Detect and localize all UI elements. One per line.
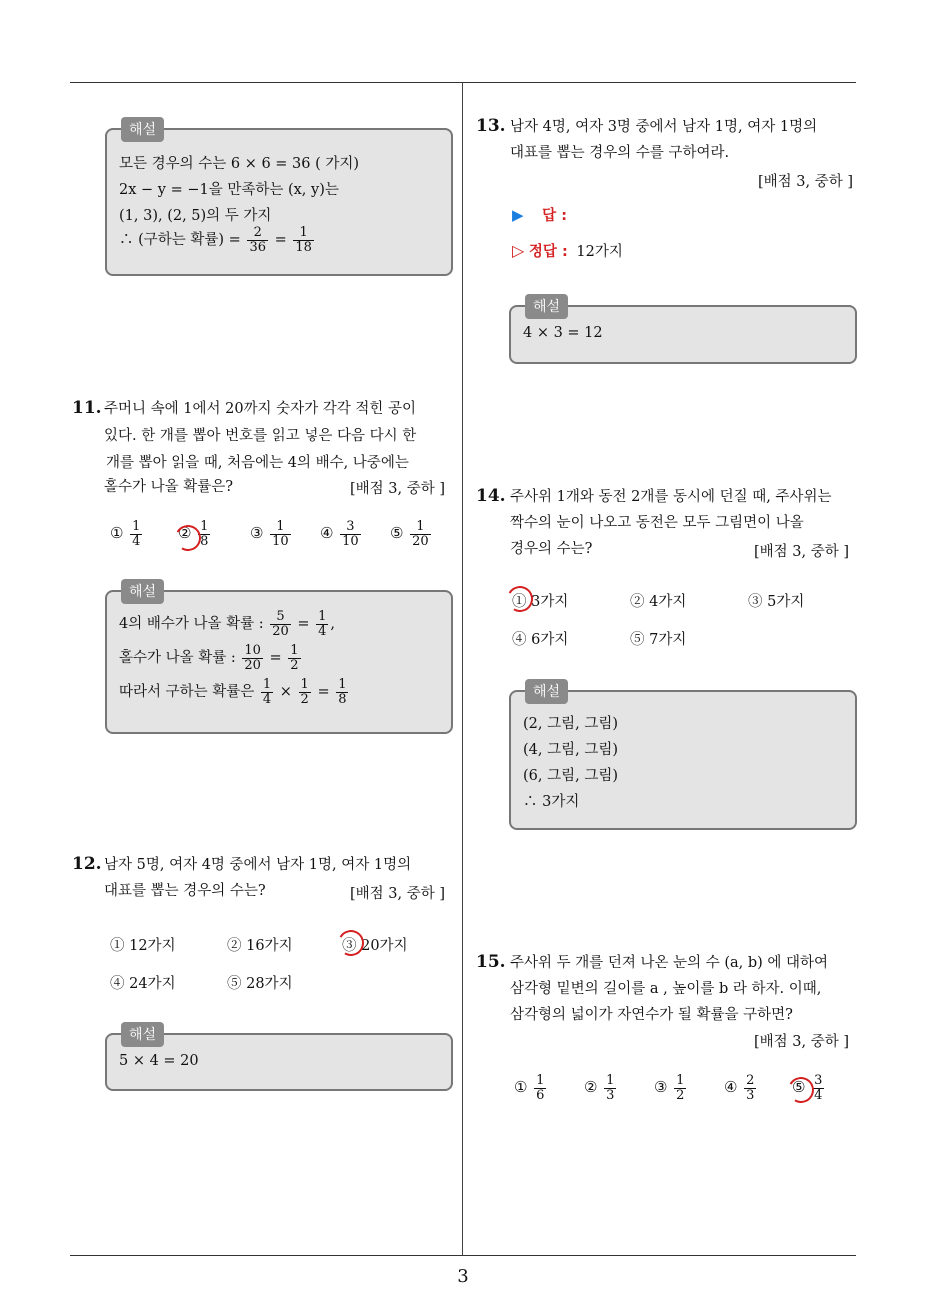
question-number: 15. bbox=[476, 952, 506, 972]
option-2[interactable]: ② 16가지 bbox=[227, 938, 293, 954]
score-meta: [배점 3, 중하 ] bbox=[754, 1034, 850, 1050]
question-line: 주사위 1개와 동전 2개를 동시에 던질 때, 주사위는 bbox=[510, 489, 832, 505]
question-line: 짝수의 눈이 나오고 동전은 모두 그림면이 나올 bbox=[510, 515, 804, 531]
fraction: $\frac{2}{36}$ bbox=[249, 225, 266, 255]
option-5[interactable]: ⑤ $\frac{3}{4}$ bbox=[792, 1073, 823, 1103]
option-1[interactable]: ① 3가지 bbox=[512, 594, 569, 610]
option-3[interactable]: ③ $\frac{1}{10}$ bbox=[250, 519, 289, 549]
question-line: 개를 뽑아 읽을 때, 처음에는 4의 배수, 나중에는 bbox=[106, 455, 409, 471]
option-2[interactable]: ② $\frac{1}{3}$ bbox=[584, 1073, 615, 1103]
solution-tag: 해설 bbox=[525, 294, 568, 319]
option-4[interactable]: ④ $\frac{2}{3}$ bbox=[724, 1073, 755, 1103]
solution-box-q12 bbox=[105, 1027, 453, 1091]
option-4[interactable]: ④ 24가지 bbox=[110, 976, 176, 992]
score-meta: [배점 3, 중하 ] bbox=[758, 174, 854, 190]
question-line: 남자 4명, 여자 3명 중에서 남자 1명, 여자 1명의 bbox=[510, 119, 818, 135]
page-number: 3 bbox=[457, 1266, 469, 1287]
fraction: $\frac{1}{18}$ bbox=[295, 225, 312, 255]
question-line: 있다. 한 개를 뽑아 번호를 읽고 넣은 다음 다시 한 bbox=[104, 428, 417, 444]
question-line: 대표를 뽑는 경우의 수는? bbox=[104, 883, 266, 899]
question-line: 경우의 수는? bbox=[510, 541, 593, 557]
score-meta: [배점 3, 중하 ] bbox=[350, 481, 446, 497]
question-line: 홀수가 나올 확률은? bbox=[104, 479, 234, 495]
question-line: 삼각형의 넓이가 자연수가 될 확률을 구하면? bbox=[510, 1007, 793, 1023]
solution-line: 5 × 4 = 20 bbox=[119, 1053, 199, 1069]
option-5[interactable]: ⑤ $\frac{1}{20}$ bbox=[390, 519, 429, 549]
solution-tag: 해설 bbox=[525, 679, 568, 704]
option-4[interactable]: ④ $\frac{3}{10}$ bbox=[320, 519, 359, 549]
option-5[interactable]: ⑤ 28가지 bbox=[227, 976, 293, 992]
solution-line: (4, 그림, 그림) bbox=[523, 742, 619, 758]
solution-line: 따라서 구하는 확률은 $\frac{1}{4}$ × $\frac{1}{2}$ = $\frac{1}{8}$ bbox=[119, 677, 347, 707]
question-number: 13. bbox=[476, 116, 506, 136]
solution-line: 홀수가 나올 확률 : $\frac{10}{20}$ = $\frac{1}{2}$ bbox=[119, 643, 299, 673]
option-3[interactable]: ③ 20가지 bbox=[342, 938, 408, 954]
solution-line: ∴ 3가지 bbox=[523, 794, 580, 810]
question-number: 11. bbox=[72, 398, 102, 418]
correct-answer-label: 정답 : bbox=[528, 244, 568, 260]
question-number: 12. bbox=[72, 854, 102, 874]
solution-tag: 해설 bbox=[121, 117, 164, 142]
option-2[interactable]: ② $\frac{1}{8}$ bbox=[178, 519, 209, 549]
answer-input-row[interactable] bbox=[512, 204, 567, 225]
question-line: 남자 5명, 여자 4명 중에서 남자 1명, 여자 1명의 bbox=[104, 857, 412, 873]
outline-arrow-icon: ▷ bbox=[512, 241, 525, 260]
top-rule bbox=[70, 82, 856, 83]
score-meta: [배점 3, 중하 ] bbox=[754, 544, 850, 560]
option-3[interactable]: ③ $\frac{1}{2}$ bbox=[654, 1073, 685, 1103]
solution-line: 4의 배수가 나올 확률 : $\frac{5}{20}$ = $\frac{1}{4}$ , bbox=[119, 609, 336, 639]
bottom-rule bbox=[70, 1255, 856, 1256]
solution-line: (6, 그림, 그림) bbox=[523, 768, 619, 784]
solution-tag: 해설 bbox=[121, 1022, 164, 1047]
option-1[interactable]: ① 12가지 bbox=[110, 938, 176, 954]
column-divider bbox=[462, 83, 463, 1256]
question-line: 주머니 속에 1에서 20까지 숫자가 각각 적힌 공이 bbox=[104, 401, 417, 417]
question-line: 삼각형 밑변의 길이를 a , 높이를 b 라 하자. 이때, bbox=[510, 981, 822, 997]
option-3[interactable]: ③ 5가지 bbox=[748, 594, 805, 610]
question-number: 14. bbox=[476, 486, 506, 506]
question-line: 주사위 두 개를 던져 나온 눈의 수 (a, b) 에 대하여 bbox=[510, 955, 829, 971]
correct-answer-value: 12가지 bbox=[576, 244, 623, 260]
solution-line: (1, 3), (2, 5)의 두 가지 bbox=[119, 208, 272, 224]
solution-line bbox=[119, 226, 316, 254]
answer-label: 답 : bbox=[542, 208, 568, 224]
option-4[interactable]: ④ 6가지 bbox=[512, 632, 569, 648]
play-arrow-icon: ▶ bbox=[512, 206, 524, 224]
solution-line: (2, 그림, 그림) bbox=[523, 716, 619, 732]
solution-line: 2x − y = −1을 만족하는 (x, y)는 bbox=[119, 182, 339, 198]
question-line: 대표를 뽑는 경우의 수를 구하여라. bbox=[510, 145, 730, 161]
score-meta: [배점 3, 중하 ] bbox=[350, 886, 446, 902]
solution-tag: 해설 bbox=[121, 579, 164, 604]
option-5[interactable]: ⑤ 7가지 bbox=[630, 632, 687, 648]
solution-box-q13 bbox=[509, 299, 857, 364]
equals-sign: = bbox=[274, 232, 287, 249]
solution-line: 4 × 3 = 12 bbox=[523, 325, 603, 341]
solution-box-q10 bbox=[105, 122, 453, 276]
solution-line: 모든 경우의 수는 6 × 6 = 36 ( 가지) bbox=[119, 156, 360, 172]
option-2[interactable]: ② 4가지 bbox=[630, 594, 687, 610]
solution-text: ∴ (구하는 확률) = bbox=[119, 232, 241, 249]
option-1[interactable]: ① $\frac{1}{6}$ bbox=[514, 1073, 545, 1103]
solution-box-q14 bbox=[509, 684, 857, 830]
correct-answer-row bbox=[512, 240, 623, 261]
option-1[interactable]: ① $\frac{1}{4}$ bbox=[110, 519, 141, 549]
solution-box-q11 bbox=[105, 584, 453, 734]
